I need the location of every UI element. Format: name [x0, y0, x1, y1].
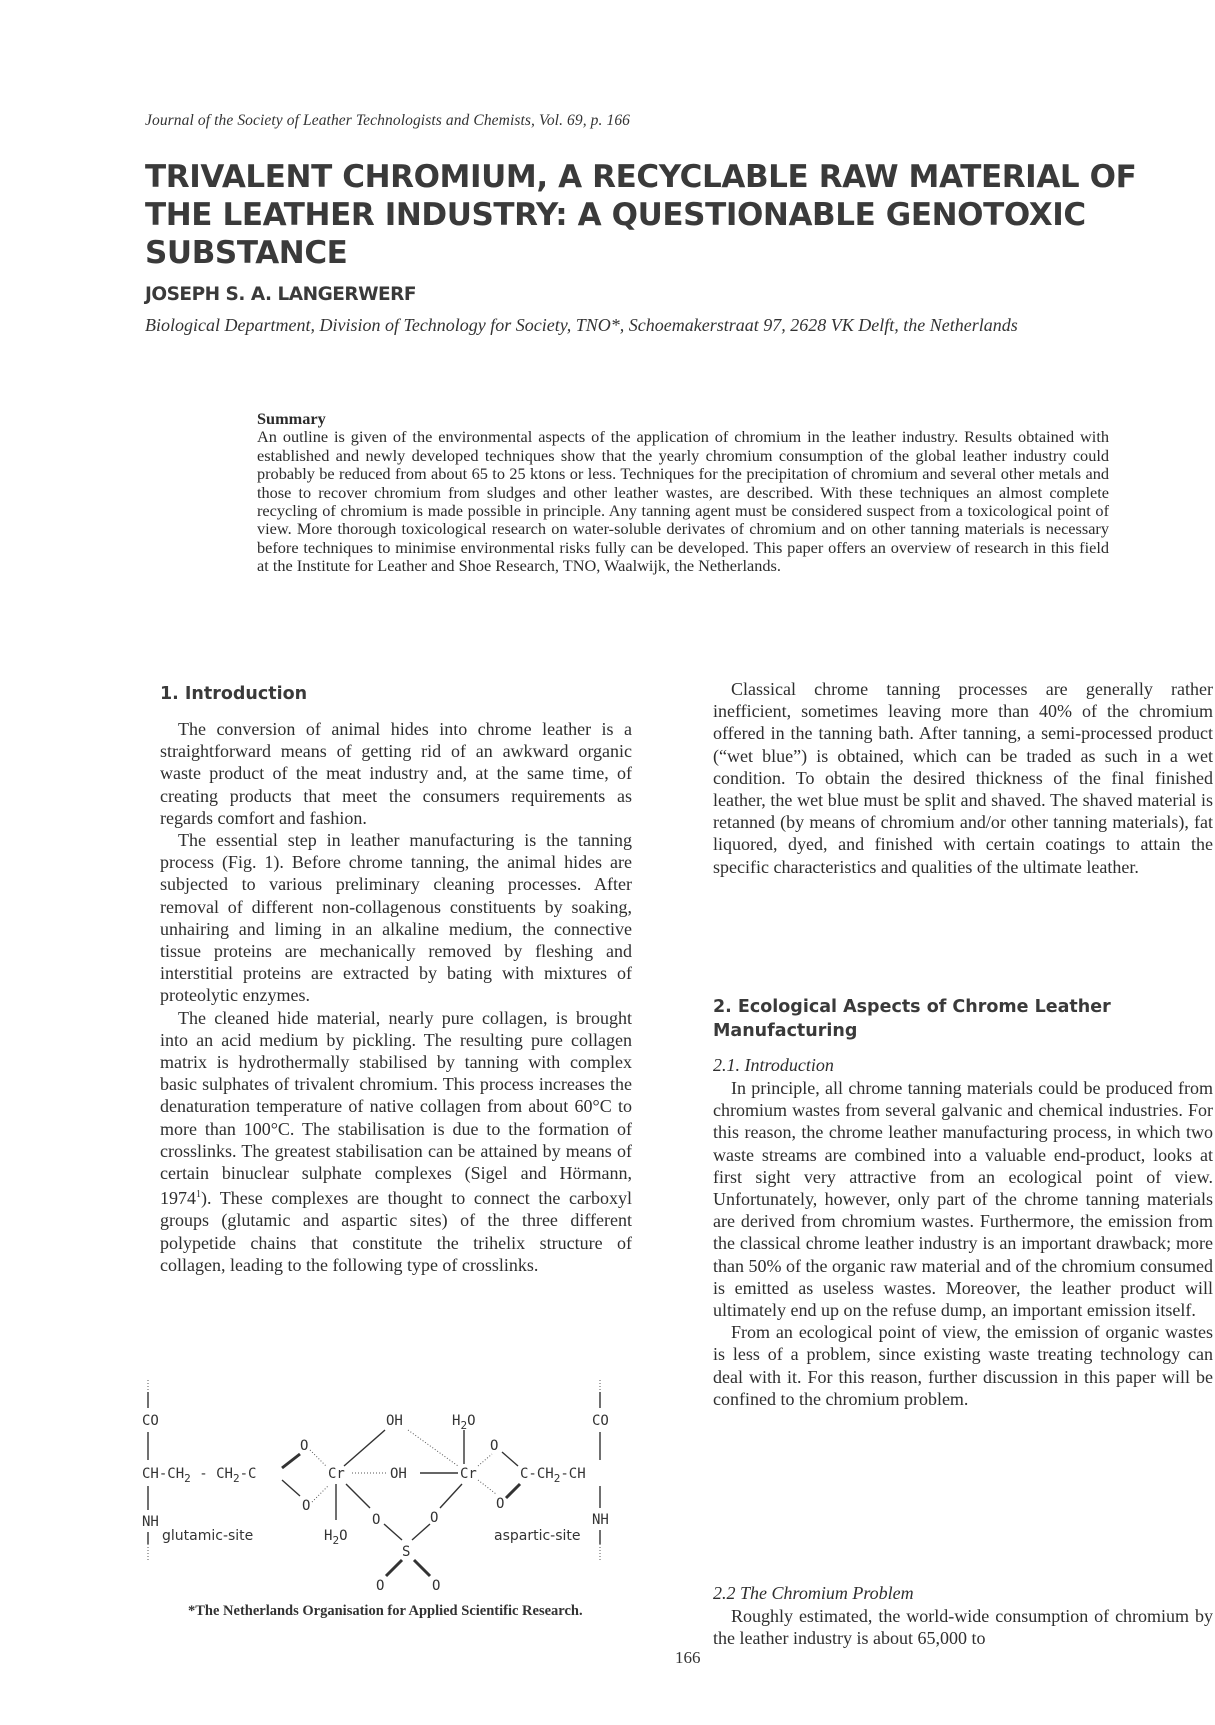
- label-o-sulphate-br: O: [432, 1578, 441, 1594]
- intro-paragraph-3-cont: ). These complexes are thought to connect the carboxyl groups (glutamic and aspartic sites) of the three different polypetide chains that constitute the trihelix structure of collagen, leading to the following type of crosslinks.: [160, 1188, 632, 1275]
- summary-block: [257, 410, 1109, 576]
- footnote: *The Netherlands Organisation for Applied Scientific Research.: [188, 1603, 583, 1619]
- label-o-sulphate-left: O: [372, 1512, 381, 1528]
- intro-paragraph-2: The essential step in leather manufacturing is the tanning process (Fig. 1). Before chrome tanning, the animal hides are subjected to various preliminary cleaning processes. After removal of different non-collagenous constituents by soaking, unhairing and liming in an alkaline medium, the connective tissue proteins are mechanically removed by fleshing and interstitial proteins are extracted by bating with mixtures of proteolytic enzymes.: [160, 830, 632, 1006]
- label-o-lower-right: O: [496, 1496, 505, 1512]
- label-right-co: CO: [592, 1413, 609, 1429]
- right-paragraph-1: Classical chrome tanning processes are generally rather inefficient, sometimes leaving more than 40% of the chromium offered in the tanning bath. After tanning, a semi-processed product (“wet blue”) is obtained, which can be traded as such in a wet condition. To obtain the desired thickness of the final finished leather, the wet blue must be split and shaved. The shaved material is retanned (by means of chromium and/or other tanning materials), fat liquored, dyed, and finished with certain coatings to attain the specific characteristics and qualities of the ultimate leather.: [713, 679, 1213, 877]
- label-s: S: [402, 1544, 411, 1560]
- label-right-nh: NH: [592, 1512, 609, 1528]
- section-2-2-paragraph: Roughly estimated, the world-wide consumption of chromium by the leather industry is about 65,000 to: [713, 1606, 1213, 1649]
- section-2-1-paragraph-1: In principle, all chrome tanning materials could be produced from chromium wastes from several galvanic and chemical industries. For this reason, the chrome leather manufacturing process, in which two waste streams are combined into a valuable end-product, looks at first sight very attractive from an ecological point of view. Unfortunately, however, only part of the chrome tanning materials are derived from chromium wastes. Furthermore, the emission from the classical chrome leather industry is an important drawback; more than 50% of the organic raw material and of the chromium consumed is emitted as useless wastes. Moreover, the leather product will ultimately end up on the refuse dump, an important emission itself.: [713, 1078, 1214, 1321]
- label-left-chain: $CH-CH_2 - CH_2-C$: [142, 1466, 257, 1485]
- label-h2o-upper: $H_2O$: [452, 1413, 476, 1432]
- section-1-heading: 1. Introduction: [160, 684, 308, 704]
- label-oh-top: OH: [386, 1413, 403, 1429]
- right-column-top: [713, 678, 1213, 878]
- author-affiliation: Biological Department, Division of Technology for Society, TNO*, Schoemakerstraat 97, 2628 VK Delft, the Netherlands: [145, 315, 1018, 335]
- crosslink-structure-diagram: [140, 1380, 660, 1600]
- intro-paragraph-1: The conversion of animal hides into chrome leather is a straightforward means of getting rid of an awkward organic waste product of the meat industry and, at the same time, of creating products that meet the consumers requirements as regards comfort and fashion.: [160, 719, 632, 828]
- section-2-heading: 2. Ecological Aspects of Chrome Leather Manufacturing: [713, 997, 1111, 1041]
- intro-paragraph-3: [160, 1007, 632, 1276]
- label-o-upper-right: O: [490, 1438, 499, 1454]
- summary-text: An outline is given of the environmental aspects of the application of chromium in the leather industry. Results obtained with established and newly developed techniques show that the yearly chromium consumption of the global leather industry could probably be reduced from about 65 to 25 ktons or less. Techniques for the precipitation of chromium and several other metals and those to recover chromium from sludges and other leather wastes, are described. With these techniques an almost complete recycling of chromium is made possible in principle. Any tanning agent must be considered suspect from a toxicological point of view. More thorough toxicological research on water-soluble derivates of chromium and on other tanning materials is necessary before techniques to minimise environmental risks fully can be developed. This paper offers an overview of research in this field at the Institute for Leather and Shoe Research, TNO, Waalwijk, the Netherlands.: [257, 427, 1109, 576]
- label-o-lower-left: O: [302, 1498, 311, 1514]
- page-title: TRIVALENT CHROMIUM, A RECYCLABLE RAW MATERIAL OF THE LEATHER INDUSTRY: A QUESTIONABLE GENOTOXIC SUBSTANCE: [145, 159, 1137, 271]
- label-left-nh: NH: [142, 1514, 159, 1530]
- label-cr-left: Cr: [328, 1466, 345, 1482]
- citation-superscript: 1: [196, 1189, 201, 1201]
- label-aspartic-site: aspartic-site: [494, 1528, 581, 1544]
- section-2-1-heading: 2.1. Introduction: [713, 1055, 834, 1075]
- label-h2o-lower: $H_2O$: [324, 1528, 348, 1547]
- label-right-chain: $C-CH_2-CH$: [520, 1466, 586, 1485]
- section-2-2-heading: 2.2 The Chromium Problem: [713, 1583, 914, 1603]
- summary-heading: Summary: [257, 409, 326, 428]
- left-column: [160, 718, 632, 1276]
- right-column-middle: [713, 1077, 1213, 1410]
- author-name: JOSEPH S. A. LANGERWERF: [145, 284, 417, 305]
- journal-header: Journal of the Society of Leather Technologists and Chemists, Vol. 69, p. 166: [145, 112, 631, 129]
- label-o-sulphate-right: O: [430, 1510, 439, 1526]
- label-o-sulphate-bl: O: [376, 1578, 385, 1594]
- label-oh-mid: OH: [390, 1466, 407, 1482]
- section-2-1-paragraph-2: From an ecological point of view, the emission of organic wastes is less of a problem, since existing waste treating technology can deal with it. For this reason, further discussion in this paper will be confined to the chromium problem.: [713, 1322, 1213, 1409]
- label-o-upper-left: O: [300, 1438, 309, 1454]
- label-cr-right: Cr: [460, 1466, 477, 1482]
- right-column-bottom: [713, 1605, 1213, 1649]
- label-glutamic-site: glutamic-site: [162, 1528, 254, 1544]
- intro-paragraph-3-text: The cleaned hide material, nearly pure collagen, is brought into an acid medium by pickling. The resulting pure collagen matrix is hydrothermally stabilised by tanning with complex basic sulphates of trivalent chromium. This process increases the denaturation temperature of native collagen from about 60°C to more than 100°C. The stabilisation is due to the formation of crosslinks. The greatest stabilisation can be attained by means of certain binuclear sulphate complexes (Sigel and Hörmann, 1974: [160, 1007, 632, 1209]
- page-number: 166: [675, 1648, 701, 1667]
- label-left-co: CO: [142, 1413, 159, 1429]
